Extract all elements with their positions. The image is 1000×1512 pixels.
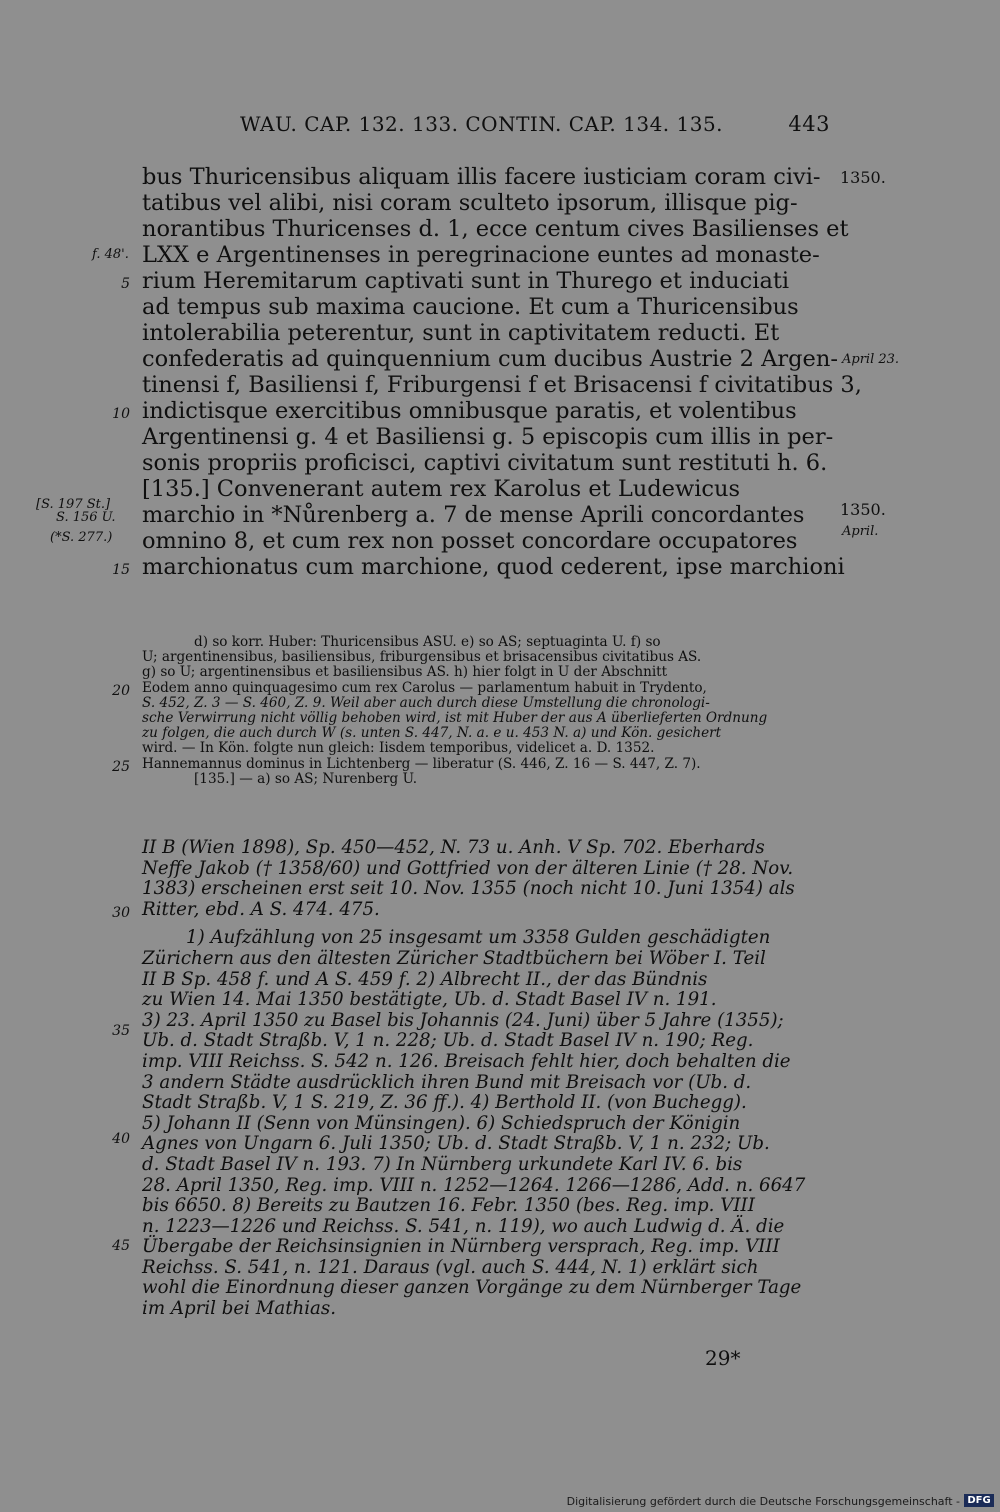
note-line: imp. VIII Reichss. S. 542 n. 126. Breisach fehlt hier, doch behalten die (142, 1050, 791, 1072)
note-line: 5) Johann II (Senn von Münsingen). 6) Schiedspruch der Königin (142, 1112, 741, 1134)
text-line: ad tempus sub maxima caucione. Et cum a Thuricensibus (142, 294, 799, 320)
note-line: bis 6650. 8) Bereits zu Bautzen 16. Febr. 1350 (bes. Reg. imp. VIII (142, 1195, 755, 1217)
running-header (240, 112, 830, 140)
text-line: tinensi f, Basiliensi f, Friburgensi f et Brisacensi f civitatibus 3, (142, 372, 862, 398)
note-line: im April bei Mathias. (142, 1298, 336, 1320)
text-line: Argentinensi g. 4 et Basiliensi g. 5 episcopis cum illis in per- (142, 424, 834, 450)
text-line: bus Thuricensibus aliquam illis facere iusticiam coram civi- (142, 164, 821, 190)
text-line: omnino 8, et cum rex non posset concordare occupatores (142, 528, 798, 554)
running-title: WAU. CAP. 132. 133. CONTIN. CAP. 134. 135. (240, 112, 724, 136)
note-line: wohl die Einordnung dieser ganzen Vorgänge zu dem Nürnberger Tage (142, 1277, 802, 1299)
note-line: Ub. d. Stadt Straßb. V, 1 n. 228; Ub. d. Stadt Basel IV n. 190; Reg. (142, 1030, 754, 1052)
text-line: marchionatus cum marchione, quod cederent, ipse marchioni (142, 554, 845, 580)
funding-credit: Digitalisierung gefördert durch die Deutsche Forschungsgemeinschaft - (566, 1495, 960, 1508)
note-line: Stadt Straßb. V, 1 S. 219, Z. 36 ff.). 4) Berthold II. (von Buchegg). (142, 1092, 747, 1114)
note-line: Reichss. S. 541, n. 121. Daraus (vgl. auch S. 444, N. 1) erklärt sich (142, 1256, 759, 1278)
text-line: [135.] Convenerant autem rex Karolus et Ludewicus (142, 476, 741, 502)
line-number: 30 (112, 905, 130, 921)
text-line: marchio in *Nůrenberg a. 7 de mense Aprili concordantes (142, 502, 805, 528)
text-line: LXX e Argentinenses in peregrinacione euntes ad monaste- (142, 242, 820, 268)
signature-mark: 29* (705, 1346, 741, 1370)
note-line: II B Sp. 458 f. und A S. 459 f. 2) Albrecht II., der das Bündnis (142, 968, 708, 990)
line-number: 15 (112, 562, 130, 578)
note-line: zu Wien 14. Mai 1350 bestätigte, Ub. d. Stadt Basel IV n. 191. (142, 989, 717, 1011)
note-line: 1) Aufzählung von 25 insgesamt um 3358 Gulden geschädigten (186, 927, 771, 949)
page-ref-note: [S. 197 St.] (36, 497, 111, 512)
historical-notes (142, 838, 842, 1320)
page-ref-note: (*S. 277.) (50, 530, 113, 545)
apparatus-line: zu folgen, die auch durch W (s. unten S. 447, N. a. e u. 453 N. a) und Kön. gesichert (142, 725, 722, 742)
line-number: 25 (112, 759, 130, 775)
apparatus-line: Hannemannus dominus in Lichtenberg — liberatur (S. 446, Z. 16 — S. 447, Z. 7). (142, 755, 701, 772)
note-line: II B (Wien 1898), Sp. 450—452, N. 73 u. Anh. V Sp. 702. Eberhards (142, 837, 765, 858)
text-line: confederatis ad quinquennium cum ducibus Austrie 2 Argen- (142, 346, 838, 372)
text-line: rium Heremitarum captivati sunt in Thurego et induciati (142, 268, 790, 294)
text-line: intolerabilia peterentur, sunt in captivitatem reducti. Et (142, 320, 780, 346)
line-number: 5 (121, 276, 130, 292)
note-line: Ritter, ebd. A S. 474. 475. (142, 898, 380, 920)
date-note: 1350. (840, 168, 886, 187)
note-line: Neffe Jakob († 1358/60) und Gottfried von der älteren Linie († 28. Nov. (142, 857, 794, 879)
footer (0, 1490, 1000, 1512)
note-line: 3) 23. April 1350 zu Basel bis Johannis (24. Juni) über 5 Jahre (1355); (142, 1009, 784, 1031)
dfg-logo: DFG (964, 1494, 994, 1507)
note-line: 28. April 1350, Reg. imp. VIII n. 1252—1264. 1266—1286, Add. n. 6647 (142, 1174, 806, 1196)
main-text (142, 164, 862, 580)
critical-apparatus (142, 635, 842, 787)
note-line: 3 andern Städte ausdrücklich ihren Bund mit Breisach vor (Ub. d. (142, 1071, 752, 1093)
date-note: 1350. (840, 500, 886, 519)
note-line: n. 1223—1226 und Reichss. S. 541, n. 119), wo auch Ludwig d. Ä. die (142, 1215, 785, 1237)
apparatus-line: g) so U; argentinensibus et basiliensibus AS. h) hier folgt in U der Abschnitt (142, 664, 668, 681)
line-number: 20 (112, 683, 130, 699)
apparatus-line: Eodem anno quinquagesimo cum rex Carolus — parlamentum habuit in Trydento, (142, 679, 707, 696)
line-number: 40 (112, 1131, 130, 1147)
apparatus-line: S. 452, Z. 3 — S. 460, Z. 9. Weil aber auch durch diese Umstellung die chronologi- (142, 694, 710, 711)
text-line: norantibus Thuricenses d. 1, ecce centum cives Basilienses et (142, 216, 849, 242)
note-line: 1383) erscheinen erst seit 10. Nov. 1355 (noch nicht 10. Juni 1354) als (142, 878, 795, 900)
text-line: indictisque exercitibus omnibusque paratis, et volentibus (142, 398, 797, 424)
note-line: Agnes von Ungarn 6. Juli 1350; Ub. d. Stadt Straßb. V, 1 n. 232; Ub. (142, 1133, 770, 1155)
apparatus-line: d) so korr. Huber: Thuricensibus ASU. e) so AS; septuaginta U. f) so (194, 634, 661, 650)
page-ref-note: S. 156 U. (56, 510, 116, 525)
apparatus-line: wird. — In Kön. folgte nun gleich: Iisdem temporibus, videlicet a. D. 1352. (142, 740, 655, 757)
date-note: April. (842, 524, 879, 539)
line-number: 10 (112, 406, 130, 422)
note-line: d. Stadt Basel IV n. 193. 7) In Nürnberg urkundete Karl IV. 6. bis (142, 1153, 743, 1175)
note-line: Übergabe der Reichsinsignien in Nürnberg versprach, Reg. imp. VIII (142, 1236, 780, 1258)
page-number: 443 (788, 112, 830, 136)
text-line: sonis propriis proficisci, captivi civitatum sunt restituti h. 6. (142, 450, 828, 476)
folio-note: f. 48'. (92, 247, 129, 262)
text-line: tatibus vel alibi, nisi coram sculteto ipsorum, illisque pig- (142, 190, 798, 216)
apparatus-line: [135.] — a) so AS; Nurenberg U. (194, 770, 418, 787)
apparatus-line: U; argentinensibus, basiliensibus, friburgensibus et brisacensibus civitatibus AS. (142, 649, 702, 666)
date-note: April 23. (842, 352, 900, 367)
note-line: Zürichern aus den ältesten Züricher Stadtbüchern bei Wöber I. Teil (142, 947, 766, 969)
line-number: 45 (112, 1238, 130, 1254)
line-number: 35 (112, 1023, 130, 1039)
apparatus-line: sche Verwirrung nicht völlig behoben wird, ist mit Huber der aus A überlieferten Ordnung (142, 709, 768, 726)
